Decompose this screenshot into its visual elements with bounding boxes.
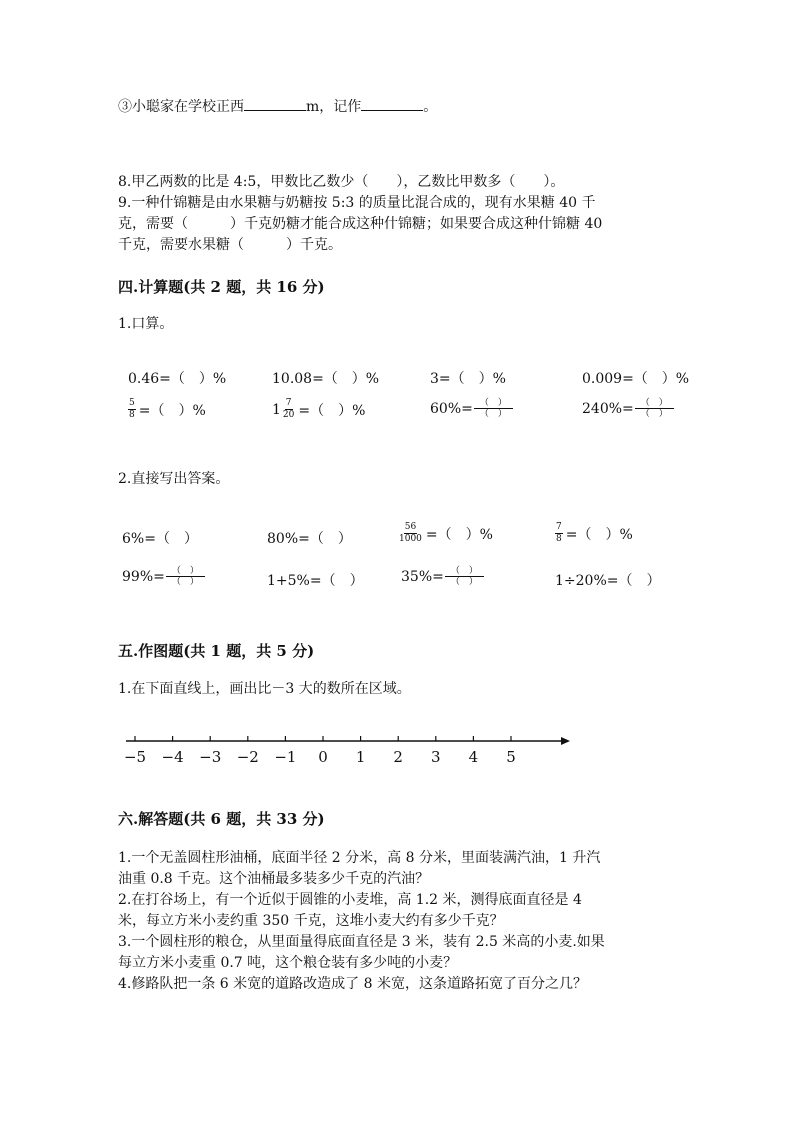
fraction: $\frac{7}{20}$ — [282, 398, 295, 420]
tick-label: −1 — [274, 748, 297, 766]
section-6-title: 六.解答题(共 6 题，共 33 分) — [118, 810, 325, 828]
calc-item: 0.009=（ ）% — [582, 371, 690, 387]
section-4-q1-label: 1.口算。 — [118, 316, 174, 332]
tick-label: 4 — [468, 748, 479, 766]
question-9-line-1: 9.一种什锦糖是由水果糖与奶糖按 5:3 的质量比混合成的，现有水果糖 40 千 — [118, 195, 596, 211]
fraction: $\frac{56}{1000}$ — [399, 522, 422, 544]
question-line: 油重 0.8 千克。这个油桶最多装多少千克的汽油？ — [118, 871, 430, 887]
q3-prefix: ③小聪家在学校正西 — [118, 99, 244, 115]
question-9-line-2: 克，需要（ ）千克奶糖才能合成这种什锦糖；如果要合成这种什锦糖 40 — [118, 216, 603, 232]
q3-suffix: 。 — [423, 99, 438, 115]
question-line: 4.修路队把一条 6 米宽的道路改造成了 8 米宽，这条道路拓宽了百分之几？ — [118, 976, 587, 992]
section-4-q2-label: 2.直接写出答案。 — [118, 471, 230, 487]
question-line: 2.在打谷场上，有一个近似于圆锥的小麦堆，高 1.2 米，测得底面直径是 4 — [118, 892, 582, 908]
answer-blank-distance[interactable] — [244, 96, 306, 111]
calc-item-to-fraction: 60%= $\frac{( )}{( )}$ — [430, 398, 513, 419]
blank-fraction[interactable]: $\frac{( )}{( )}$ — [635, 398, 674, 419]
question-line: 米，每立方米小麦约重 350 千克，这堆小麦大约有多少千克？ — [118, 913, 504, 929]
calc-item: 0.46=（ ）% — [128, 371, 227, 387]
q3-mid: m，记作 — [306, 99, 362, 115]
tick-label: −4 — [161, 748, 184, 766]
section-5-title: 五.作图题(共 1 题，共 5 分) — [118, 642, 315, 660]
tick-label: 3 — [431, 748, 441, 766]
question-3-3 — [118, 96, 437, 118]
blank-fraction[interactable]: $\frac{( )}{( )}$ — [474, 398, 513, 419]
number-line[interactable] — [118, 730, 578, 770]
blank-fraction[interactable]: $\frac{( )}{( )}$ — [445, 566, 484, 587]
question-8: 8.甲乙两数的比是 4:5，甲数比乙数少（ ），乙数比甲数多（ ）。 — [118, 174, 565, 190]
calc-item-to-fraction: 35%= $\frac{( )}{( )}$ — [401, 566, 484, 587]
calc-item: 3=（ ）% — [430, 371, 506, 387]
question-line: 每立方米小麦重 0.7 吨，这个粮仓装有多少吨的小麦？ — [118, 955, 458, 971]
calc-item-fraction: $\frac{5}{8}$ =（ ）% — [129, 398, 206, 420]
tick-label: 0 — [318, 748, 328, 766]
question-9-line-3: 千克，需要水果糖（ ）千克。 — [118, 237, 342, 253]
calc-item-to-fraction: 99%= $\frac{( )}{( )}$ — [122, 566, 205, 587]
calc-item: 6%=（ ） — [122, 531, 198, 547]
tick-label: 2 — [393, 748, 403, 766]
fraction: $\frac{5}{8}$ — [129, 398, 135, 420]
calc-item: 1+5%=（ ） — [267, 573, 364, 589]
tick-label: 1 — [355, 748, 366, 766]
calc-item: 1÷20%=（ ） — [555, 573, 661, 589]
section-5-q1: 1.在下面直线上，画出比－3 大的数所在区域。 — [118, 681, 411, 697]
calc-item-mixed-number: 1 $\frac{7}{20}$ =（ ）% — [272, 398, 366, 420]
fraction: $\frac{7}{8}$ — [556, 522, 562, 544]
calc-item-fraction: $\frac{7}{8}$ =（ ）% — [556, 522, 633, 544]
question-line: 3.一个圆柱形的粮仓，从里面量得底面直径是 3 米，装有 2.5 米高的小麦.如果 — [118, 934, 605, 950]
blank-fraction[interactable]: $\frac{( )}{( )}$ — [166, 566, 205, 587]
question-line: 1.一个无盖圆柱形油桶，底面半径 2 分米，高 8 分米，里面装满汽油，1 升汽 — [118, 850, 601, 866]
section-6-questions — [118, 848, 678, 995]
tick-label: 5 — [506, 748, 516, 766]
calc-item: 10.08=（ ）% — [272, 371, 380, 387]
section-4-title: 四.计算题(共 2 题，共 16 分) — [118, 278, 325, 296]
tick-label: −5 — [123, 748, 147, 766]
tick-label: −3 — [199, 748, 222, 766]
tick-label: −2 — [236, 748, 259, 766]
calc-item-to-fraction: 240%= $\frac{( )}{( )}$ — [582, 398, 674, 419]
number-line-svg — [118, 730, 578, 770]
arrow-icon — [561, 737, 570, 745]
calc-item: 80%=（ ） — [267, 531, 352, 547]
answer-blank-notation[interactable] — [361, 96, 423, 111]
calc-item-fraction: $\frac{56}{1000}$ =（ ）% — [399, 522, 493, 544]
